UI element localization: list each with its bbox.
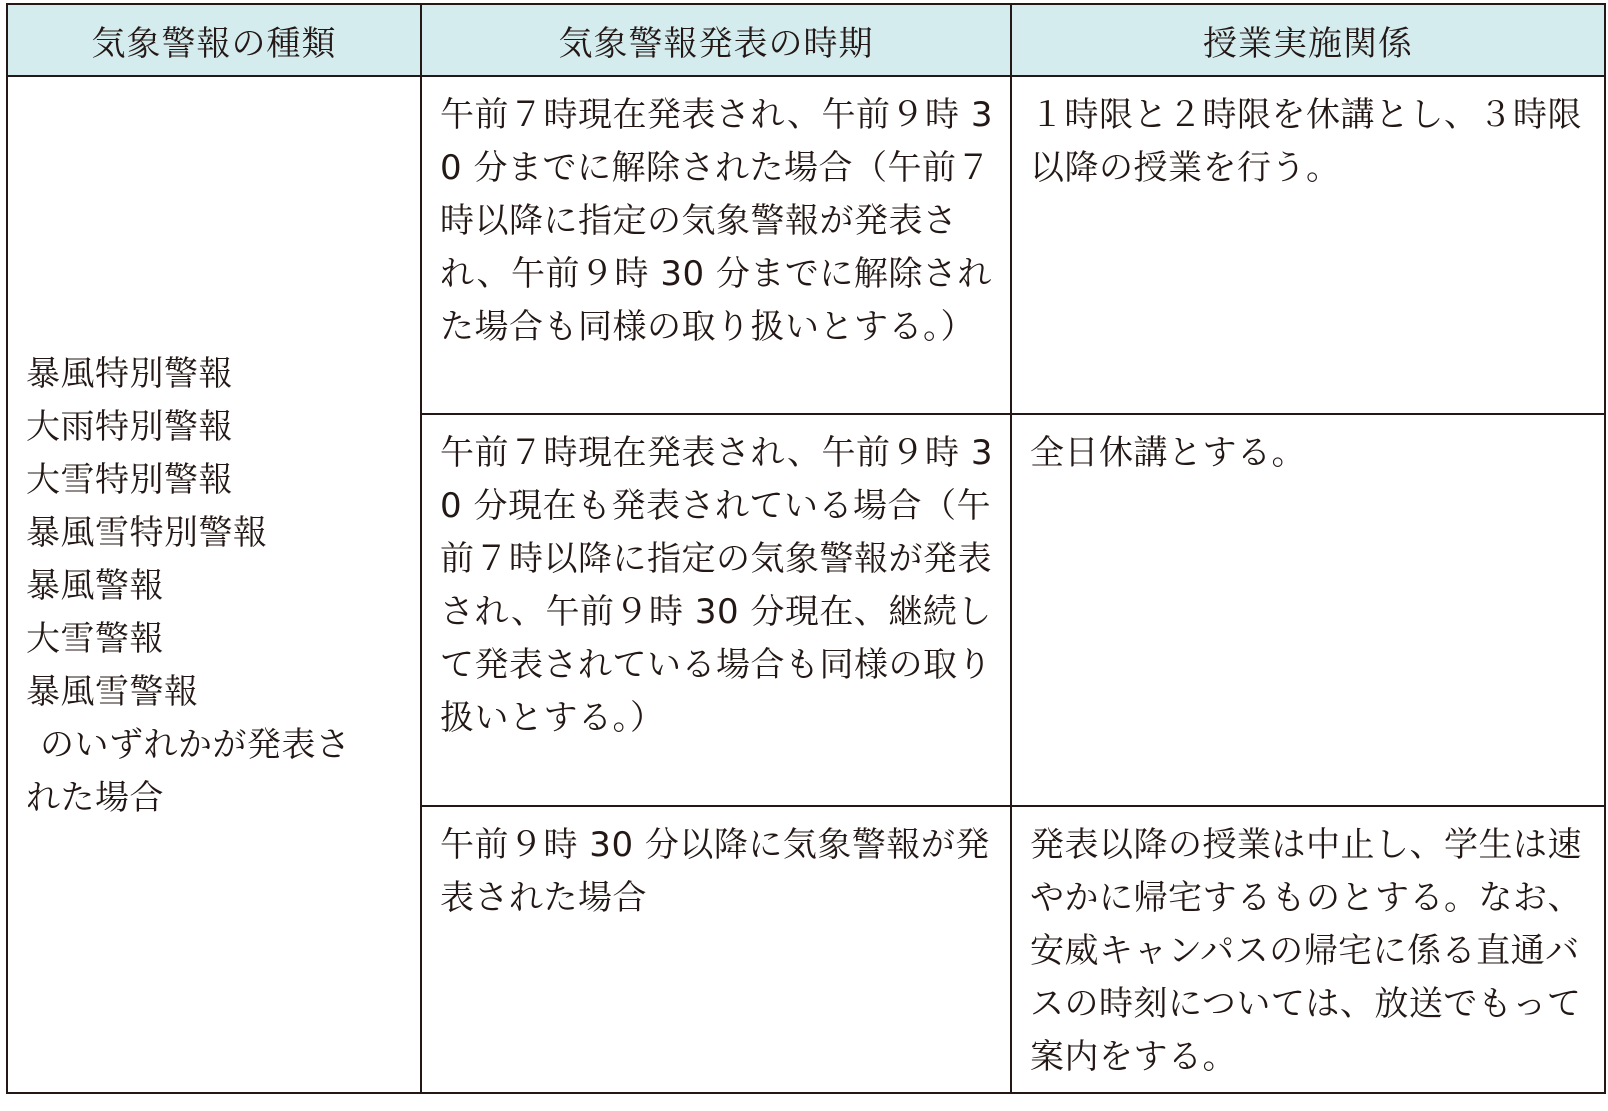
warning-type-item: 大雪特別警報	[26, 460, 233, 500]
warning-types-note: のいずれかが発表さ	[40, 725, 351, 765]
header-warning-type: 気象警報の種類	[7, 4, 421, 76]
warning-type-item: 暴風雪特別警報	[26, 513, 268, 553]
class-handling-cell: 発表以降の授業は中止し、学生は速やかに帰宅するものとする。なお、安威キャンパスの帰宅に係る直通バスの時刻については、放送でもって案内をする。	[1011, 806, 1605, 1093]
class-handling-cell: 全日休講とする。	[1011, 414, 1605, 806]
class-handling-cell: １時限と２時限を休講とし、３時限以降の授業を行う。	[1011, 76, 1605, 414]
timing-cell: 午前７時現在発表され、午前９時 30 分現在も発表されている場合（午前７時以降に指定の気象警報が発表され、午前９時 30 分現在、継続して発表されている場合も同様の取り扱いとする。）	[421, 414, 1011, 806]
warning-types-note-continued: れた場合	[26, 778, 164, 818]
header-class-handling: 授業実施関係	[1011, 4, 1605, 76]
warning-policy-table-container	[6, 3, 1604, 1094]
warning-type-item: 大雨特別警報	[26, 407, 233, 447]
timing-cell: 午前９時 30 分以降に気象警報が発表された場合	[421, 806, 1011, 1093]
warning-type-item: 暴風雪警報	[26, 672, 199, 712]
timing-cell: 午前７時現在発表され、午前９時 30 分までに解除された場合（午前７時以降に指定の気象警報が発表され、午前９時 30 分までに解除された場合も同様の取り扱いとする。）	[421, 76, 1011, 414]
warning-type-item: 暴風特別警報	[26, 354, 233, 394]
warning-types-cell	[7, 76, 421, 1093]
table-header-row	[7, 4, 1605, 76]
warning-type-item: 暴風警報	[26, 566, 164, 606]
warning-type-item: 大雪警報	[26, 619, 164, 659]
warning-policy-table	[6, 3, 1606, 1094]
table-row	[7, 76, 1605, 414]
header-issue-timing: 気象警報発表の時期	[421, 4, 1011, 76]
